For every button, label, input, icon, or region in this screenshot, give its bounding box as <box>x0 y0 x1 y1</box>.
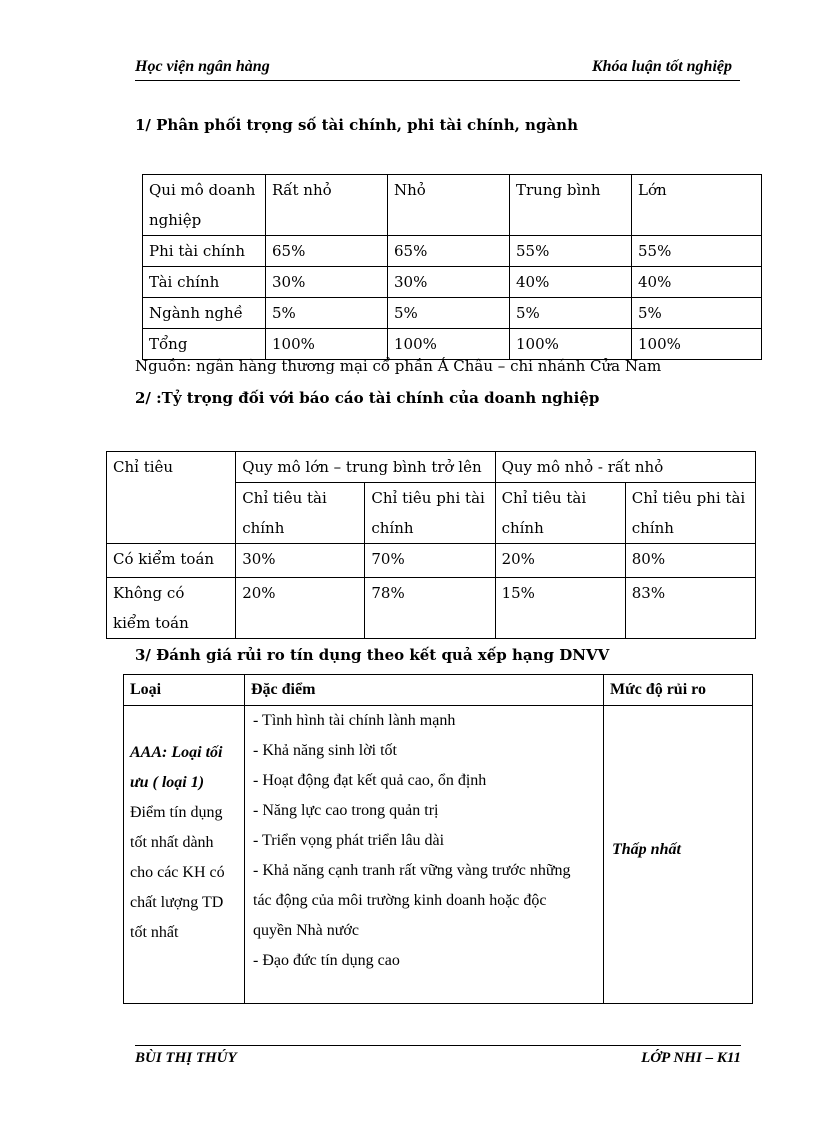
table-cell: 5% <box>266 298 388 329</box>
list-item: - Khả năng cạnh tranh rất vững vàng trước những tác động của môi trường kinh doanh hoặc độc quyền Nhà nước <box>253 862 571 939</box>
table-cell: 5% <box>388 298 510 329</box>
list-item: - Hoạt động đạt kết quả cao, ổn định <box>253 772 487 789</box>
table-cell: 40% <box>510 267 632 298</box>
group-header-large: Quy mô lớn – trung bình trở lên <box>236 452 495 483</box>
rating-type-cell <box>124 706 245 1004</box>
table-row <box>107 544 756 578</box>
header-cell: Trung bình <box>510 175 632 236</box>
page-footer <box>135 1045 741 1070</box>
row-label: Không có kiểm toán <box>107 578 236 639</box>
list-item: - Triển vọng phát triển lâu dài <box>253 832 445 849</box>
table-row <box>143 236 762 267</box>
footer-author: BÙI THỊ THÚY <box>135 1050 237 1066</box>
table-cell: 65% <box>266 236 388 267</box>
table-cell: 65% <box>388 236 510 267</box>
header-cell: Lớn <box>632 175 762 236</box>
table-row <box>107 578 756 639</box>
financial-report-weight-table <box>106 451 756 639</box>
row-label: Ngành nghề <box>143 298 266 329</box>
table-header-row <box>124 675 753 706</box>
table-cell: 30% <box>236 544 365 578</box>
table-cell: 78% <box>365 578 495 639</box>
header-institution: Học viện ngân hàng <box>135 58 270 75</box>
table-cell: 55% <box>510 236 632 267</box>
header-cell: Rất nhỏ <box>266 175 388 236</box>
page-header <box>135 58 740 81</box>
subheader-cell: Chỉ tiêu tài chính <box>236 483 365 544</box>
table-cell: 100% <box>632 329 762 360</box>
table-cell: 20% <box>236 578 365 639</box>
header-cell: Qui mô doanh nghiệp <box>143 175 266 236</box>
header-cell: Mức độ rủi ro <box>604 675 753 706</box>
subheader-cell: Chỉ tiêu phi tài chính <box>625 483 755 544</box>
section2-heading: 2/ :Tỷ trọng đối với báo cáo tài chính của doanh nghiệp <box>135 389 600 407</box>
table-cell: 100% <box>388 329 510 360</box>
table-row <box>143 329 762 360</box>
table-row <box>143 298 762 329</box>
table-cell: 40% <box>632 267 762 298</box>
weight-distribution-table <box>142 174 762 360</box>
section3-heading: 3/ Đánh giá rủi ro tín dụng theo kết quả xếp hạng DNVV <box>135 646 610 664</box>
risk-level: Thấp nhất <box>604 706 753 1004</box>
subheader-cell: Chỉ tiêu tài chính <box>495 483 625 544</box>
table-cell: 55% <box>632 236 762 267</box>
footer-class: LỚP NHI – K11 <box>641 1050 741 1066</box>
table-cell: 70% <box>365 544 495 578</box>
list-item: - Tình hình tài chính lành mạnh <box>253 712 456 729</box>
list-item: - Đạo đức tín dụng cao <box>253 952 400 969</box>
row-label: Phi tài chính <box>143 236 266 267</box>
table-cell: 5% <box>510 298 632 329</box>
subheader-cell: Chỉ tiêu phi tài chính <box>365 483 495 544</box>
row-label: Tài chính <box>143 267 266 298</box>
table-cell: 15% <box>495 578 625 639</box>
rating-type-description: Điểm tín dụng tốt nhất dành cho các KH có chất lượng TD tốt nhất <box>130 803 225 941</box>
list-item: - Khả năng sinh lời tốt <box>253 742 397 759</box>
row-label: Có kiểm toán <box>107 544 236 578</box>
table-source-note: Nguồn: ngân hàng thương mại cổ phần Á Châu – chi nhánh Cửa Nam <box>135 357 662 375</box>
features-cell <box>245 706 604 1004</box>
row-label: Tổng <box>143 329 266 360</box>
table-cell: 80% <box>625 544 755 578</box>
table-cell: 30% <box>266 267 388 298</box>
list-item: - Năng lực cao trong quản trị <box>253 802 439 819</box>
group-header-small: Quy mô nhỏ - rất nhỏ <box>495 452 755 483</box>
table-cell: 83% <box>625 578 755 639</box>
table-cell: 100% <box>266 329 388 360</box>
table-cell: 20% <box>495 544 625 578</box>
table-cell: 30% <box>388 267 510 298</box>
header-cell: Nhỏ <box>388 175 510 236</box>
header-cell: Đặc điểm <box>245 675 604 706</box>
corner-header: Chỉ tiêu <box>107 452 236 544</box>
rating-type-title: AAA: Loại tối ưu ( loại 1) <box>130 743 223 791</box>
credit-risk-table <box>123 674 753 1004</box>
table-cell: 5% <box>632 298 762 329</box>
table-header-row <box>143 175 762 236</box>
header-doc-type: Khóa luận tốt nghiệp <box>591 58 732 75</box>
table-header-row <box>107 452 756 483</box>
section1-heading: 1/ Phân phối trọng số tài chính, phi tài chính, ngành <box>135 116 578 134</box>
table-row <box>143 267 762 298</box>
table-cell: 100% <box>510 329 632 360</box>
header-cell: Loại <box>124 675 245 706</box>
table-row <box>124 706 753 1004</box>
